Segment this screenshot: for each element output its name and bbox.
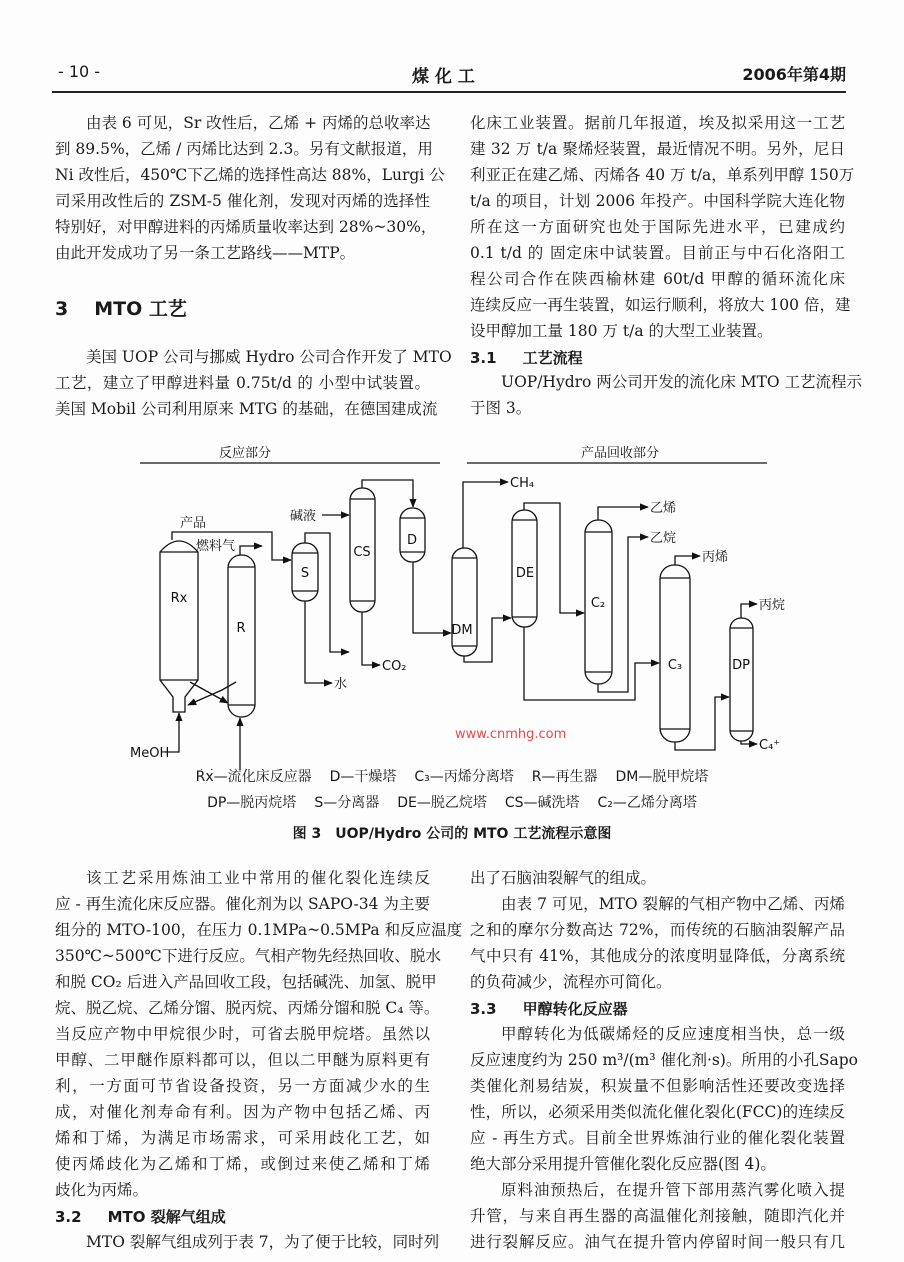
stream-label-ethane: 乙烷 <box>650 531 677 546</box>
stream-label-product: 产品 <box>180 516 207 531</box>
text-line: 美国 UOP 公司与挪威 Hydro 公司合作开发了 MTO <box>86 348 452 366</box>
legend-item: C₃—丙烯分离塔 <box>414 769 514 785</box>
text-line: 由表 7 可见，MTO 裂解的气相产物中乙烯、丙烯 <box>501 895 845 913</box>
air-feed-stream <box>225 718 240 770</box>
section-title: MTO 工艺 <box>94 298 187 320</box>
text-line: 绝大部分采用提升管催化裂化反应器(图 4)。 <box>470 1155 776 1173</box>
legend-item: S—分离器 <box>314 795 380 811</box>
vessel-label-r: R <box>236 621 246 636</box>
journal-name: 煤 化 工 <box>412 67 475 87</box>
page-number: - 10 - <box>58 62 101 81</box>
stream-label-meoh: MeOH <box>130 746 170 761</box>
text-line: 成，对催化剂寿命有利。因为产物中包括乙烯、丙 <box>55 1103 430 1121</box>
text-line: 性，所以，必须采用类似流化催化裂化(FCC)的连续反 <box>470 1103 845 1121</box>
fuel-gas-stream <box>240 546 262 555</box>
stream-label-fuel-gas: 燃料气 <box>196 539 236 554</box>
subsection-number: 3.2 <box>55 1208 82 1226</box>
text-line: 使丙烯歧化为乙烯和丁烯，或倒过来使乙烯和丁烯 <box>55 1155 430 1173</box>
text-line: 特别好，对甲醇进料的丙烯质量收率达到 28%~30%， <box>55 218 437 236</box>
stream-label-co2: CO₂ <box>382 659 407 674</box>
text-line: 所在这一方面研究也处于国际先进水平，已建成约 <box>470 218 845 236</box>
vessel-label-cs: CS <box>353 545 371 560</box>
stream-label-water: 水 <box>334 677 348 692</box>
text-line: 气中只有 41%，其他成分的浓度明显降低，分离系统 <box>470 947 845 965</box>
text-line: 连续反应一再生装置，如运行顺利，将放大 100 倍，建 <box>470 296 851 314</box>
figure-legend-row-1 <box>0 766 904 786</box>
subsection-number: 3.1 <box>470 349 497 367</box>
ethane-stream <box>598 537 648 692</box>
text-line: 原料油预热后，在提升管下部用蒸汽雾化喷入提 <box>501 1181 845 1199</box>
text-line: 升管，与来自再生器的高温催化剂接触，随即汽化并 <box>470 1207 845 1225</box>
text-line: 类催化剂易结炭，积炭量不但影响活性还要改变选择 <box>470 1077 845 1095</box>
text-line: 应 - 再生流化床反应器。催化剂为以 SAPO-34 为主要 <box>55 895 430 913</box>
propane-stream <box>741 604 757 618</box>
de-to-c3-stream <box>524 627 659 700</box>
text-line: 350℃~500℃下进行反应。气相产物先经热回收、脱水 <box>55 947 441 965</box>
text-line: 利亚正在建乙烯、丙烯各 40 万 t/a，单系列甲醇 150万 <box>470 166 855 184</box>
legend-item: Rx—流化床反应器 <box>195 769 312 785</box>
stream-label-ethylene: 乙烯 <box>650 501 677 516</box>
text-line: 建 32 万 t/a 聚烯烃装置，最近情况不明。另外，尼日 <box>470 140 845 158</box>
vessel-label-rx: Rx <box>170 591 188 606</box>
vessel-label-de: DE <box>515 566 535 581</box>
c3-splitter-vessel <box>660 565 690 742</box>
text-line: 的负荷减少，流程亦可简化。 <box>470 973 672 991</box>
vessel-label-d: D <box>406 533 418 548</box>
subsection-title: 工艺流程 <box>522 349 583 367</box>
text-line: 之和的摩尔分数高达 72%，而传统的石脑油裂解产品 <box>470 921 845 939</box>
water-stream <box>305 601 332 683</box>
subsection-title: MTO 裂解气组成 <box>107 1208 226 1226</box>
vessel-label-c3: C₃ <box>667 658 683 673</box>
text-line: 司采用改性后的 ZSM-5 催化剂，发现对丙烯的选择性 <box>55 192 430 210</box>
figure-caption: 图 3 UOP/Hydro 公司的 MTO 工艺流程示意图 <box>292 826 612 842</box>
text-line: 组分的 MTO-100，在压力 0.1MPa~0.5MPa 和反应温度 <box>55 921 463 939</box>
text-line: 到 89.5%，乙烯 / 丙烯比达到 2.3。另有文献报道，用 <box>55 140 433 158</box>
stream-label-caustic: 碱液 <box>290 509 317 524</box>
vessel-label-s: S <box>300 566 310 581</box>
legend-item: D—干燥塔 <box>329 769 397 785</box>
text-line: Ni 改性后，450℃下乙烯的选择性高达 88%，Lurgi 公 <box>55 166 445 184</box>
vessel-label-dm: DM <box>451 623 473 638</box>
issue-label: 2006年第4期 <box>742 65 846 84</box>
text-line: 由表 6 可见，Sr 改性后，乙烯 + 丙烯的总收率达 <box>86 114 431 132</box>
text-line: 化床工业装置。据前几年报道，埃及拟采用这一工艺 <box>470 114 845 132</box>
reaction-section-label: 反应部分 <box>218 446 272 461</box>
stream-label-propane: 丙烷 <box>759 598 786 613</box>
recovery-section-label: 产品回收部分 <box>580 446 660 461</box>
text-line: 应 - 再生方式。目前全世界炼油行业的催化裂化装置 <box>470 1129 845 1147</box>
text-line: 甲醇、二甲醚作原料都可以，但以二甲醚为原料更有 <box>55 1051 430 1069</box>
legend-item: DM—脱甲烷塔 <box>615 769 709 785</box>
text-line: 甲醇转化为低碳烯烃的反应速度相当快，总一级 <box>501 1025 845 1043</box>
text-line: 0.1 t/d 的 固定床中试装置。目前正与中石化洛阳工 <box>470 244 845 262</box>
rx-reactor-vessel <box>160 541 198 712</box>
text-line: t/a 的项目，计划 2006 年投产。中国科学院大连化物 <box>470 192 845 210</box>
ch4-stream <box>463 482 508 548</box>
legend-item: DP—脱丙烷塔 <box>207 795 297 811</box>
cs-to-d-stream <box>362 480 413 507</box>
subsection-title: 甲醇转化反应器 <box>522 1000 628 1018</box>
text-line: 于图 3。 <box>470 399 532 417</box>
text-line: 烷、脱乙烷、乙烯分馏、脱丙烷、丙烯分馏和脱 C₄ 等。 <box>55 999 440 1017</box>
text-line: 美国 Mobil 公司利用原来 MTG 的基础，在德国建成流 <box>55 400 438 418</box>
text-line: 出了石脑油裂解气的组成。 <box>470 869 657 887</box>
text-line: 程公司合作在陕西榆林建 60t/d 甲醇的循环流化床 <box>470 270 845 288</box>
text-line: 由此开发成功了另一条工艺路线——MTP。 <box>55 244 356 262</box>
legend-item: DE—脱乙烷塔 <box>397 795 487 811</box>
text-line: MTO 裂解气组成列于表 7，为了便于比较，同时列 <box>86 1233 440 1251</box>
ethylene-stream <box>598 507 648 520</box>
legend-item: CS—碱洗塔 <box>504 795 580 811</box>
vessel-label-c2: C₂ <box>590 596 606 611</box>
subsection-heading-3-3 <box>470 998 628 1019</box>
stream-label-propylene: 丙烯 <box>702 550 729 565</box>
propylene-stream <box>675 556 700 565</box>
text-line: 利，一方面可节省设备投资，另一方面减少水的生 <box>55 1077 430 1095</box>
text-line: 当反应产物中甲烷很少时，可省去脱甲烷塔。虽然以 <box>55 1025 430 1043</box>
r-regenerator-vessel <box>228 555 255 717</box>
figure-legend-row-2 <box>0 792 904 812</box>
d-to-dm-stream <box>413 562 451 633</box>
text-line: 设甲醇加工量 180 万 t/a 的大型工业装置。 <box>470 322 773 340</box>
s-to-cs-stream <box>305 533 349 652</box>
text-line: 和脱 CO₂ 后进入产品回收工段，包括碱洗、加氢、脱甲 <box>55 973 437 991</box>
text-line: UOP/Hydro 两公司开发的流化床 MTO 工艺流程示 <box>501 373 863 391</box>
vessel-label-dp: DP <box>732 658 750 673</box>
watermark: www.cnmhg.com <box>455 727 567 742</box>
c3-to-dp-stream <box>675 697 729 750</box>
text-line: 工艺，建立了甲醇进料量 0.75t/d 的 小型中试装置。 <box>55 374 430 392</box>
text-line: 该工艺采用炼油工业中常用的催化裂化连续反 <box>86 869 430 887</box>
dm-demethanizer-vessel <box>452 548 477 656</box>
co2-stream <box>362 612 380 665</box>
text-line: 歧化为丙烯。 <box>55 1181 149 1199</box>
text-line: 进行裂解反应。油气在提升管内停留时间一般只有几 <box>470 1233 845 1251</box>
legend-item: R—再生器 <box>531 769 598 785</box>
subsection-heading-3-2 <box>55 1206 226 1227</box>
stream-label-c4plus: C₄⁺ <box>759 738 781 753</box>
spent-catalyst-line <box>190 682 228 703</box>
text-line: 反应速度约为 250 m³/(m³ 催化剂·s)。所用的小孔Sapo <box>470 1051 859 1069</box>
subsection-number: 3.3 <box>470 1000 497 1018</box>
stream-label-ch4: CH₄ <box>510 476 535 491</box>
legend-item: C₂—乙烯分离塔 <box>597 795 697 811</box>
text-line: 烯和丁烯，为满足市场需求，可采用歧化工艺，如 <box>55 1129 430 1147</box>
section-number: 3 <box>55 298 69 320</box>
dp-depropanizer-vessel <box>730 618 753 741</box>
